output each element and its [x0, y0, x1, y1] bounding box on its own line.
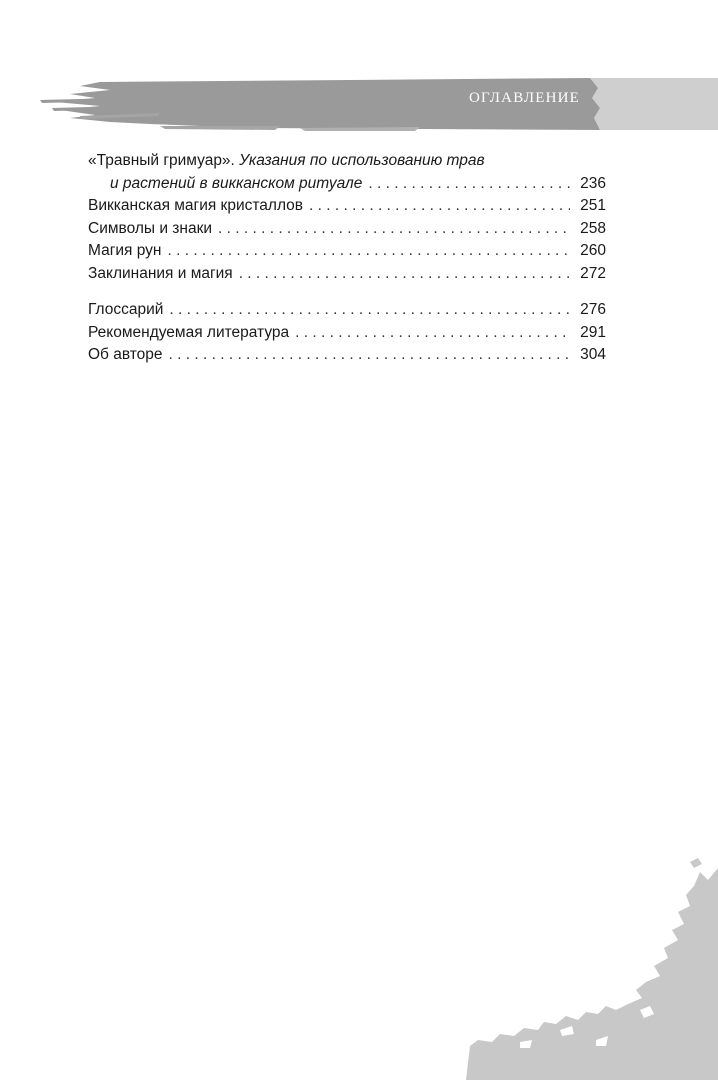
toc-entry-title-italic: Указания по использованию трав [239, 152, 485, 169]
toc-entry-title: Символы и знаки [88, 219, 213, 237]
toc-entry-title: Глоссарий [88, 301, 164, 318]
section-heading: ОГЛАВЛЕНИЕ [469, 90, 580, 106]
toc-entry-page: 272 [580, 264, 606, 282]
toc-entry-title-continuation: и растений в викканском ритуале [110, 174, 363, 192]
toc-entry-title-regular: «Травный гримуар». [88, 152, 240, 169]
toc-entry-page: 276 [580, 301, 606, 318]
toc-entry-page: 236 [580, 174, 606, 192]
toc-entry-title: Заклинания и магия [88, 264, 233, 282]
toc-entry-title: Викканская магия кристаллов [88, 197, 304, 214]
toc-entry-title: Рекомендуемая литература [88, 323, 290, 341]
toc-entry-title: Магия рун [88, 242, 162, 259]
toc-entry-page: 258 [580, 219, 606, 237]
toc-entry-page: 304 [580, 346, 606, 363]
toc-entry-title: Об авторе [88, 346, 163, 363]
toc-entry-page: 251 [580, 197, 606, 214]
toc-entry-page: 260 [580, 242, 606, 259]
toc-entry-page: 291 [580, 323, 606, 341]
